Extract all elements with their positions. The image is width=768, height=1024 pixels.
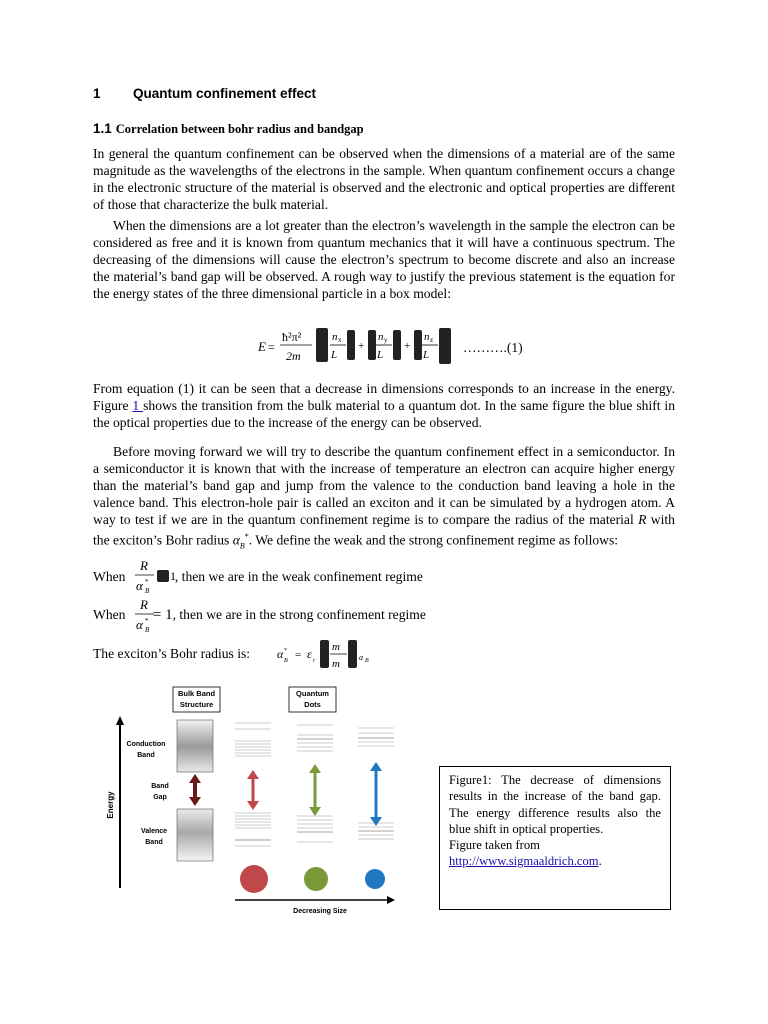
strong-equals: = 1 bbox=[152, 607, 173, 623]
paragraph-3-text-a: From equation (1) it can be seen that a decrease in dimensions corresponds to an increase in the energy. Figure bbox=[93, 381, 675, 414]
small-quantum-dot bbox=[365, 869, 385, 889]
svg-text:B: B bbox=[284, 658, 288, 664]
caption-period: . bbox=[598, 854, 602, 869]
bulk-label-line1: Bulk Band bbox=[177, 689, 216, 698]
bulk-label-line2: Structure bbox=[179, 700, 214, 709]
svg-text:y: y bbox=[384, 336, 388, 344]
var-alpha-sup: * bbox=[244, 532, 249, 542]
valence-label-2: Band bbox=[145, 839, 163, 846]
figure-ref-link[interactable]: 1 bbox=[132, 398, 144, 414]
svg-text:α: α bbox=[136, 617, 143, 632]
bulk-valence-band bbox=[177, 809, 213, 861]
size-axis-arrowhead bbox=[387, 896, 395, 904]
bohr-radius-equation bbox=[275, 636, 385, 672]
svg-text:R: R bbox=[140, 597, 148, 612]
svg-text:1: 1 bbox=[170, 569, 176, 583]
gap-label-2: Gap bbox=[153, 794, 167, 801]
strong-tail: , then we are in the strong confinement regime bbox=[172, 607, 426, 622]
green-gap-arrow bbox=[309, 764, 321, 816]
band-structure-figure bbox=[100, 683, 400, 918]
bulk-conduction-band bbox=[177, 720, 213, 772]
svg-text:m: m bbox=[332, 641, 340, 653]
conduction-label-2: Band bbox=[137, 752, 155, 759]
svg-text:=: = bbox=[295, 649, 302, 661]
svg-text:L: L bbox=[377, 349, 384, 361]
caption-url-link[interactable]: http://www.sigmaaldrich.com bbox=[449, 854, 599, 869]
qd-label-line1: Quantum bbox=[296, 689, 329, 698]
strong-fraction bbox=[132, 596, 158, 636]
svg-text:*: * bbox=[145, 617, 149, 625]
var-r: R bbox=[638, 512, 647, 528]
svg-text:n: n bbox=[424, 331, 430, 343]
eq-equals: = bbox=[268, 340, 275, 354]
svg-text:n: n bbox=[378, 331, 384, 343]
var-alpha-sub: B bbox=[239, 541, 245, 551]
svg-text:+: + bbox=[404, 340, 411, 352]
caption-text: Figure1: The decrease of dimensions results in the increase of the band gap. The energy difference results also the blue shift in optical properties. bbox=[449, 773, 661, 836]
paragraph-4-text-b: with the exciton’s Bohr radius bbox=[93, 512, 675, 548]
svg-text:B: B bbox=[145, 626, 150, 634]
equation-number: ……….(1) bbox=[463, 340, 523, 355]
eq-numerator: ħ²π² bbox=[282, 330, 302, 344]
conduction-label-1: Conduction bbox=[126, 741, 166, 748]
svg-text:+: + bbox=[358, 340, 365, 352]
svg-text:z: z bbox=[430, 336, 434, 344]
figure-caption bbox=[439, 766, 671, 910]
eq-bracket-terms bbox=[316, 328, 451, 364]
subsection-title: Correlation between bohr radius and bandgap bbox=[115, 122, 364, 136]
bulk-gap-arrow bbox=[189, 774, 201, 806]
svg-text:B: B bbox=[365, 658, 369, 664]
weak-when: When bbox=[93, 569, 126, 584]
paragraph-1: In general the quantum confinement can be observed when the dimensions of a material are of the same magnitude as the wavelengths of the electrons in the sample. When quantum confinement occurs a change in the electronic structure of the material is observed and the electronic and optical properties are different of those that characterize the bulk material. bbox=[93, 146, 675, 213]
qd-label-line2: Dots bbox=[304, 700, 321, 709]
svg-text:B: B bbox=[145, 587, 150, 595]
svg-text:x: x bbox=[338, 336, 342, 344]
strong-when: When bbox=[93, 607, 126, 622]
weak-tail: , then we are in the weak confinement regime bbox=[174, 569, 423, 584]
svg-text:r: r bbox=[313, 658, 316, 664]
eq-denominator: 2m bbox=[286, 349, 301, 363]
svg-text:*: * bbox=[145, 578, 149, 586]
svg-text:*: * bbox=[284, 648, 287, 654]
section-number: 1 bbox=[93, 86, 101, 101]
subsection-number: 1.1 bbox=[93, 121, 112, 136]
svg-text:R: R bbox=[140, 558, 148, 573]
svg-text:L: L bbox=[423, 349, 430, 361]
svg-text:L: L bbox=[331, 349, 338, 361]
eq-e: E bbox=[258, 339, 266, 354]
red-gap-arrow bbox=[247, 770, 259, 810]
paragraph-2: When the dimensions are a lot greater than the electron’s wavelength in the sample the electron can be considered as free and it is known from quantum mechanics that it will have a continuous spectrum. The decreasing of the dimensions will cause the electron’s spectrum to become discrete and also an increase the material’s band gap will be observed. A rough way to justify the previous statement is the equation for the energy states of the three dimensional particle in a box model: bbox=[93, 218, 675, 302]
size-axis-label: Decreasing Size bbox=[293, 908, 347, 915]
bohr-radius-line: The exciton’s Bohr radius is: bbox=[93, 646, 251, 661]
equation-1 bbox=[258, 326, 548, 366]
section-heading bbox=[93, 86, 316, 101]
energy-label: Energy bbox=[106, 791, 115, 819]
caption-source: Figure taken from bbox=[449, 838, 540, 853]
valence-label-1: Valence bbox=[140, 828, 168, 835]
var-alpha: α bbox=[232, 533, 240, 548]
subsection-heading bbox=[93, 121, 364, 137]
svg-text:a: a bbox=[359, 653, 363, 662]
gap-label-1: Band bbox=[151, 783, 169, 790]
svg-text:α: α bbox=[136, 578, 143, 593]
large-quantum-dot bbox=[240, 865, 268, 893]
paragraph-4 bbox=[93, 443, 675, 555]
svg-text:α: α bbox=[277, 647, 284, 661]
weak-fraction bbox=[132, 557, 182, 597]
medium-quantum-dot bbox=[304, 867, 328, 891]
blue-gap-arrow bbox=[370, 762, 382, 826]
svg-text:m: m bbox=[332, 658, 340, 670]
paragraph-4-text-a: Before moving forward we will try to describe the quantum confinement effect in a semiconductor. In a semiconductor it is known that with the increase of temperature an electron can acquire higher energy than the material’s band gap and jump from the valence to the conduction band leaving a hole in the valence band. This electron-hole pair is called an exciton and it can be simulated by a hydrogen atom. A way to test if we are in the quantum confinement regime is to compare the radius of the material bbox=[93, 444, 675, 528]
energy-axis-arrowhead bbox=[116, 716, 124, 725]
section-title: Quantum confinement effect bbox=[133, 86, 317, 101]
svg-text:ε: ε bbox=[307, 647, 312, 661]
paragraph-3 bbox=[93, 380, 675, 431]
paragraph-3-text-b: shows the transition from the bulk material to a quantum dot. In the same figure the blue shift in the optical properties due to the increase of the energy can be observed. bbox=[93, 398, 676, 431]
svg-text:n: n bbox=[332, 331, 338, 343]
paragraph-4-text-c: . We define the weak and the strong confinement regime as follows: bbox=[248, 533, 619, 548]
